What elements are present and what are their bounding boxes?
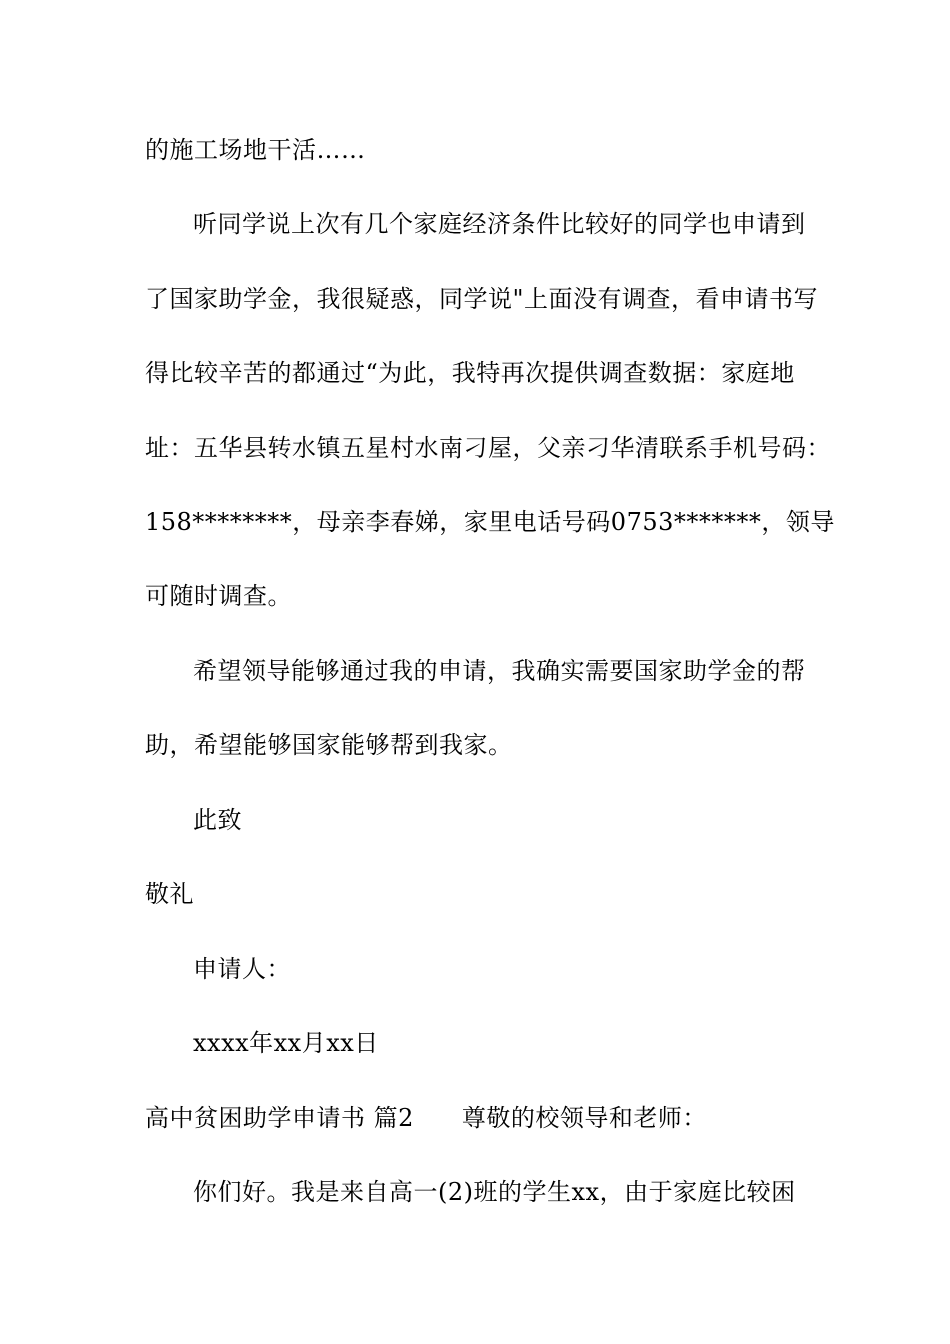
- closing-regards: 敬礼: [145, 880, 194, 908]
- body-text-line: 助，希望能够国家能够帮到我家。: [145, 731, 513, 759]
- body-text-line: 的施工场地干活……: [145, 136, 366, 164]
- body-text-line: 可随时调查。: [145, 582, 292, 610]
- salutation: 尊敬的校领导和老师：: [461, 1104, 707, 1132]
- body-text-line: 址：五华县转水镇五星村水南刁屋，父亲刁华清联系手机号码：: [145, 434, 831, 462]
- body-text-line: 158********，母亲李春娣，家里电话号码0753*******，领导: [145, 508, 835, 536]
- body-text-line: 听同学说上次有几个家庭经济条件比较好的同学也申请到: [193, 210, 806, 238]
- body-text-line: 得比较辛苦的都通过“为此，我特再次提供调查数据：家庭地: [145, 359, 795, 387]
- applicant-label: 申请人：: [193, 955, 291, 983]
- section-heading: 高中贫困助学申请书 篇2: [145, 1104, 414, 1132]
- body-text-line: 了国家助学金，我很疑惑，同学说"上面没有调查，看申请书写: [145, 285, 819, 313]
- body-text-line: 希望领导能够通过我的申请，我确实需要国家助学金的帮: [193, 657, 806, 685]
- closing-phrase: 此致: [193, 806, 242, 834]
- date-line: xxxx年xx月xx日: [193, 1029, 379, 1057]
- body-text-line: 你们好。我是来自高一(2)班的学生xx，由于家庭比较困: [193, 1178, 796, 1206]
- section-heading-line: [145, 1102, 825, 1134]
